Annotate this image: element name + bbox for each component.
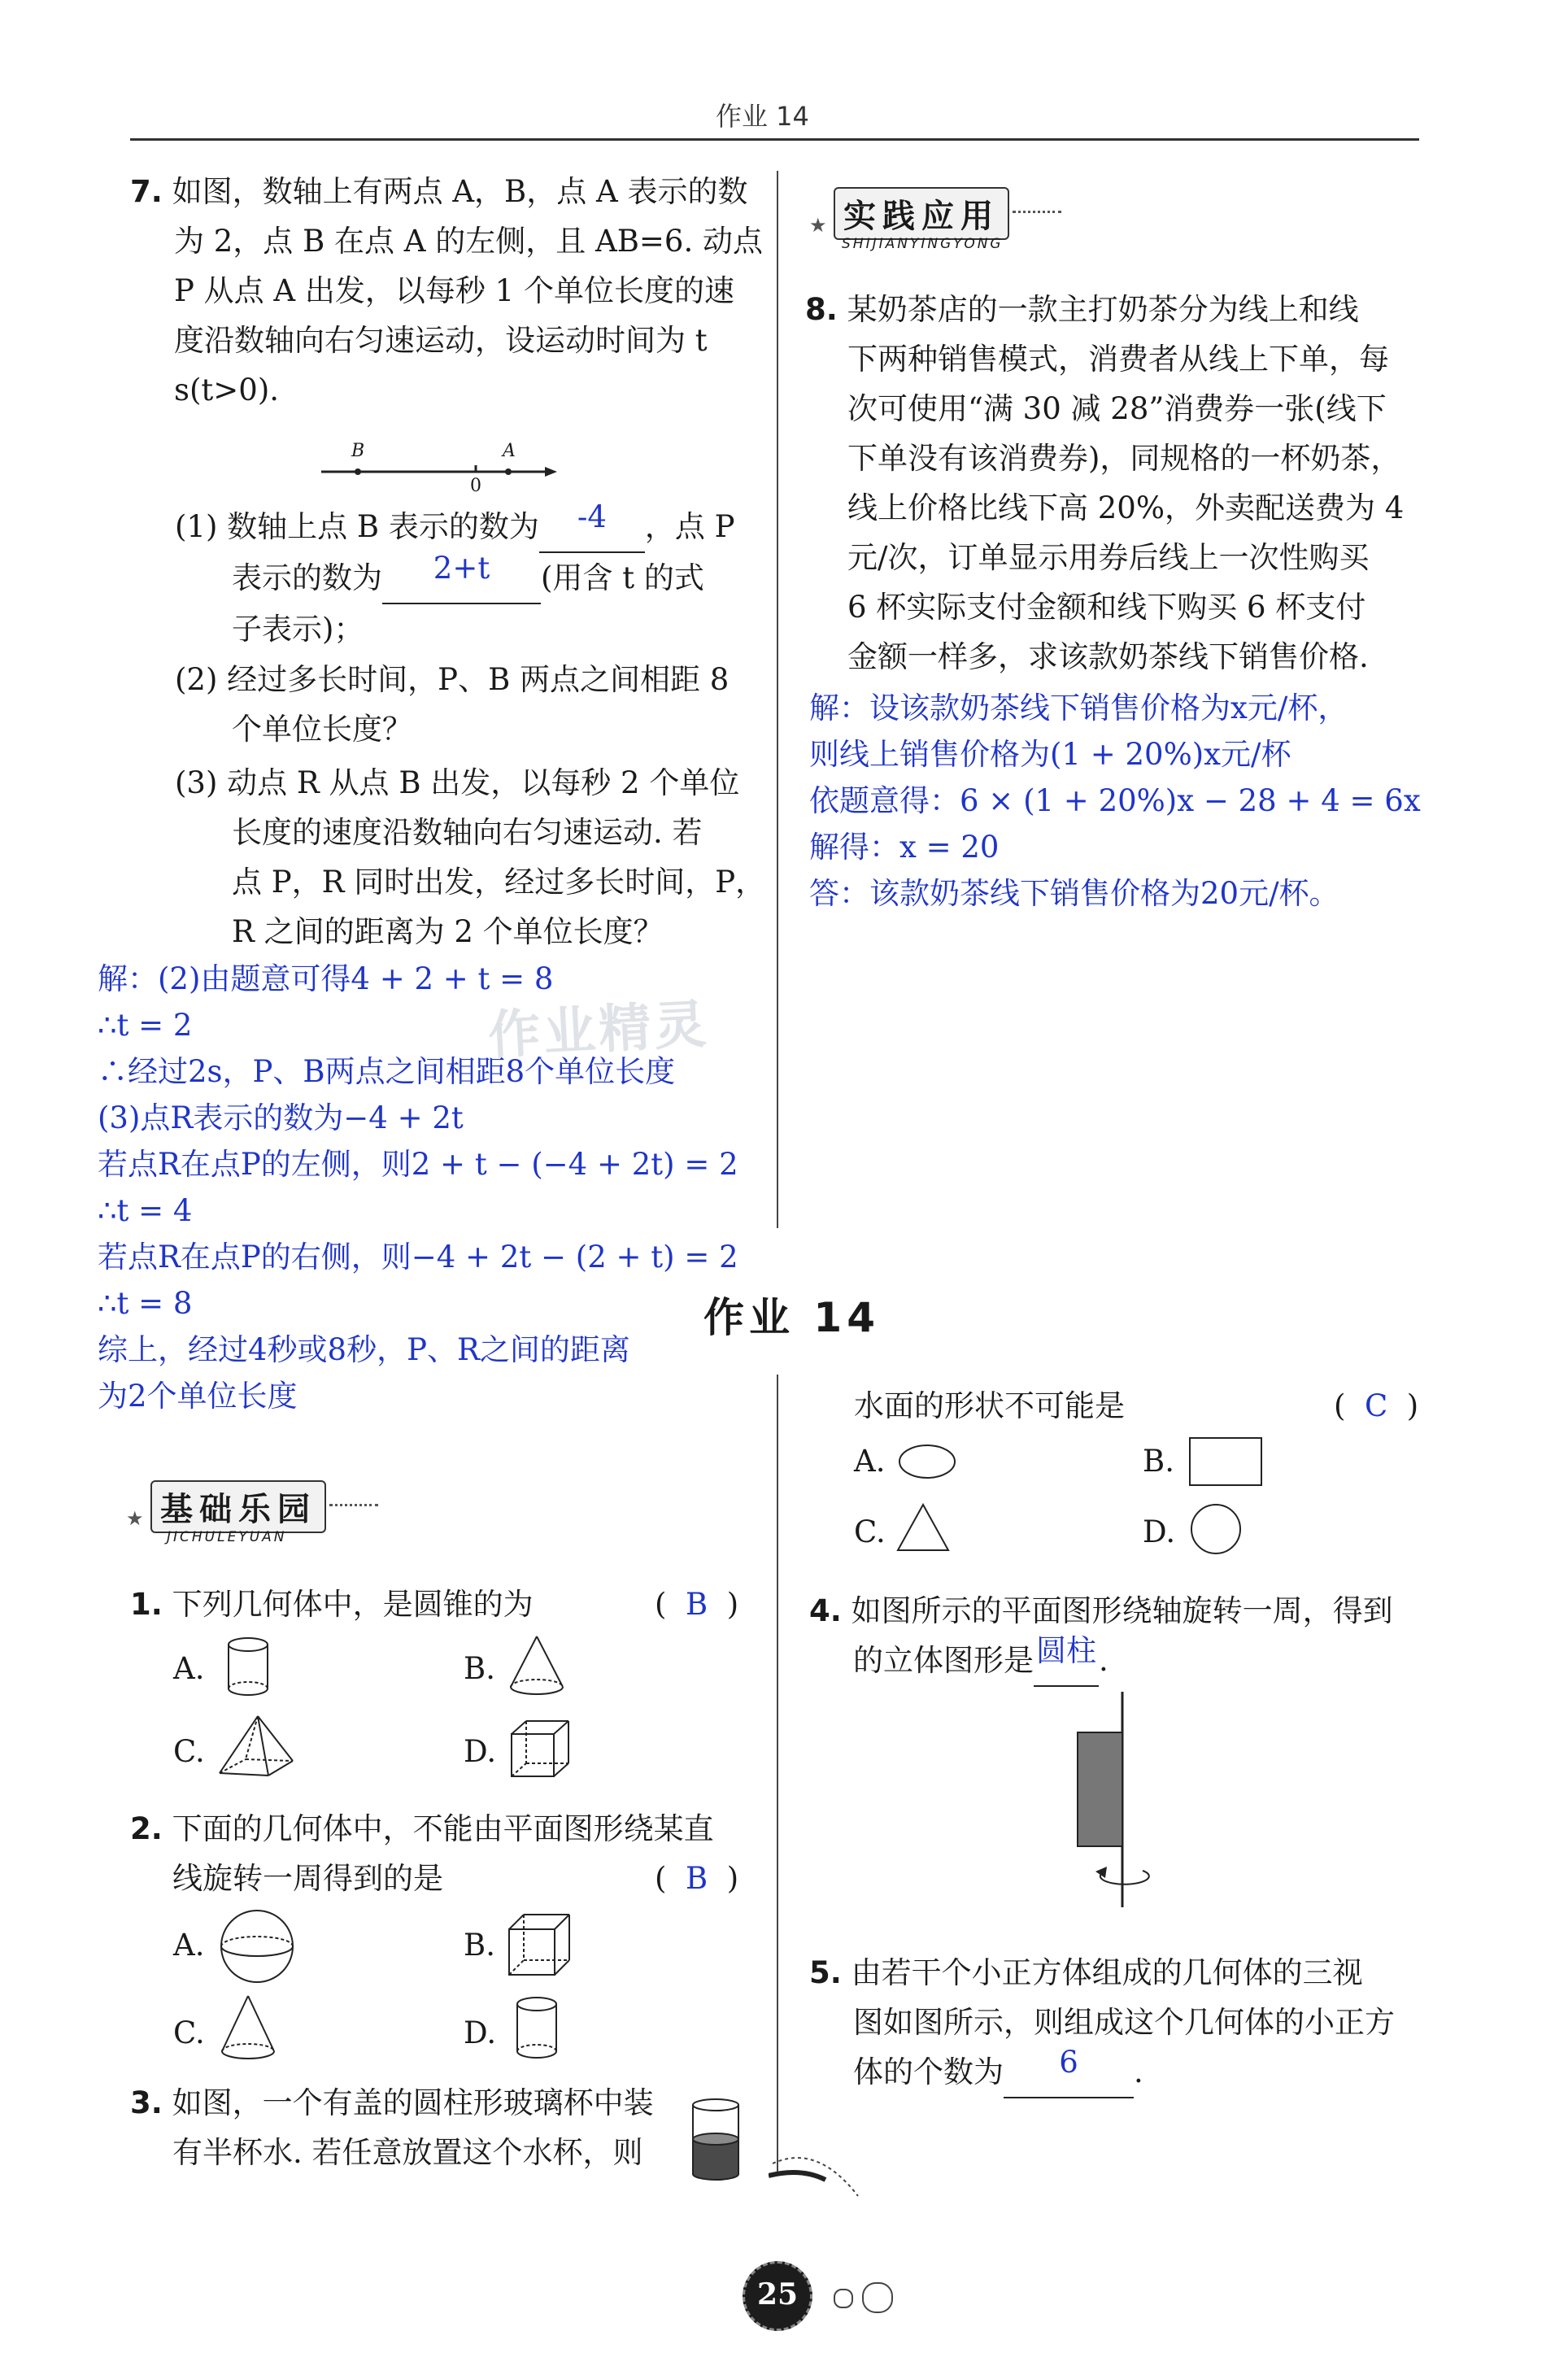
assignment-title: 作业 14 (703, 1294, 880, 1341)
practice-section-banner (809, 183, 1061, 260)
axis-label-a: A (503, 441, 516, 461)
rotation-figure (1061, 1688, 1175, 1924)
basic-section-banner (126, 1476, 378, 1553)
axis-label-b: B (351, 441, 365, 461)
rotation-arrow (1100, 1871, 1149, 1885)
cone-icon (504, 1633, 569, 1698)
glass-cup-icon (687, 2097, 744, 2186)
basic-section-pinyin: JICHULEYUAN (167, 1529, 287, 1545)
question-1: 1. 下列几何体中，是圆锥的为 (130, 1587, 534, 1622)
blank-point-b: -4 (539, 502, 645, 553)
shaded-rectangle (1078, 1732, 1122, 1846)
q7-line-3: P 从点 A 出发，以每秒 1 个单位长度的速 (174, 273, 734, 308)
triangle-icon (895, 1501, 952, 1553)
basic-section-title: 基础乐园 (150, 1480, 326, 1533)
header-rule (130, 138, 1419, 141)
star-icon: ★ (809, 214, 827, 237)
question-5: 5. 由若干个小正方体组成的几何体的三视 图如图所示，则组成这个几何体的小正方 体的个数为 6 . (809, 1948, 1452, 2098)
q1-option-b: B. (464, 1651, 495, 1686)
page-header-title: 作业 14 (716, 101, 809, 132)
point-a (505, 468, 512, 475)
blank-q4-answer: 圆柱 (1034, 1636, 1099, 1687)
q2-answer-bracket: ( B ) (655, 1861, 739, 1896)
q7-part-1: (1) 数轴上点 B 表示的数为 -4 ，点 P 表示的数为 2+t (用含 t 的式 子表示)； (175, 499, 735, 647)
column-divider-top (777, 171, 778, 1228)
axis-arrow (545, 467, 557, 477)
ellipse-icon (895, 1441, 960, 1482)
page-circle-small (834, 2289, 853, 2308)
q2-option-d: D. (464, 2015, 497, 2050)
sphere-icon (218, 1907, 299, 1989)
banner-dots (329, 1504, 378, 1506)
q2-option-a: A. (173, 1928, 205, 1963)
point-b (355, 468, 361, 475)
q3-option-a: A. (854, 1444, 886, 1479)
question-3: 3. 如图，一个有盖的圆柱形玻璃杯中装 有半杯水. 若任意放置这个水杯，则 (130, 2085, 654, 2170)
rectangle-icon (1187, 1436, 1265, 1488)
blank-q5-answer: 6 (1004, 2047, 1134, 2098)
cube-icon (506, 1911, 575, 1980)
q7-line-1: 7. 如图，数轴上有两点 A，B，点 A 表示的数 (130, 174, 748, 209)
page-number: 25 (756, 2277, 799, 2312)
q7-line-4: 度沿数轴向右匀速运动，设运动时间为 t (174, 323, 708, 358)
watermark: 作业精灵 (486, 994, 712, 1067)
cylinder-icon (220, 1635, 277, 1700)
question-2: 2. 下面的几何体中，不能由平面图形绕某直 线旋转一周得到的是 (130, 1811, 714, 1896)
page-circle-large (862, 2282, 893, 2313)
circle-icon (1187, 1501, 1244, 1558)
q3-option-d: D. (1143, 1514, 1176, 1549)
q8-answer: 解：设该款奶茶线下销售价格为x元/杯， 则线上销售价格为(1 + 20%)x元/杯 依题意得：6 × (1 + 20%)x − 28 + 4 = 6x 解得：x = 20 答：该款奶茶线下销售价格为20元/杯。 (809, 691, 1421, 911)
practice-section-title: 实践应用 (834, 187, 1009, 240)
q7-answer: 解：(2)由题意可得4 + 2 + t = 8 ∴t = 2 ∴经过2s，P、B两点之间相距8个单位长度 (3)点R表示的数为−4 + 2t 若点R在点P的左侧，则2 + t − (−4 + 2t) = 2 ∴t = 4 若点R在点P的右侧，则−4 + 2t − (2 + t) = 2 ∴t = 8 综上，经过4秒或8秒，P、R之间的距离 为2个单位长度 (98, 961, 738, 1414)
pyramid-icon (213, 1712, 303, 1781)
question-7 (130, 167, 764, 415)
q1-answer-bracket: ( B ) (655, 1587, 739, 1622)
cylinder-icon (508, 1994, 565, 2063)
q3-answer-bracket: ( C ) (1334, 1388, 1419, 1423)
page-corner-decoration (769, 2147, 866, 2229)
q7-part-3: (3) 动点 R 从点 B 出发，以每秒 2 个单位 长度的速度沿数轴向右匀速运动. 若 点 P，R 同时出发，经过多长时间，P， R 之间的距离为 2 个单位长度？ (175, 765, 766, 949)
q3-option-c: C. (854, 1514, 886, 1549)
banner-dots (1013, 211, 1061, 213)
q7-line-2: 为 2，点 B 在点 A 的左侧，且 AB=6. 动点 (174, 224, 763, 259)
blank-point-p: 2+t (382, 553, 541, 604)
column-divider-bottom (777, 1375, 778, 2172)
question-4: 4. 如图所示的平面图形绕轴旋转一周，得到 的立体图形是圆柱. (809, 1586, 1452, 1687)
practice-section-pinyin: SHIJIANYINGYONG (842, 236, 1004, 252)
star-icon: ★ (126, 1507, 144, 1530)
axis-label-zero: 0 (470, 476, 481, 496)
cube-icon (508, 1718, 573, 1783)
q7-part-2: (2) 经过多长时间，P、B 两点之间相距 8 个单位长度？ (175, 662, 730, 747)
q1-option-c: C. (173, 1734, 205, 1769)
q3-continued: 水面的形状不可能是 (854, 1388, 1125, 1423)
q2-option-c: C. (173, 2015, 205, 2050)
cone-icon (216, 1993, 281, 2066)
q1-option-a: A. (173, 1651, 205, 1686)
q1-option-d: D. (464, 1734, 497, 1769)
q3-option-b: B. (1143, 1444, 1174, 1479)
q7-line-5: s(t>0). (174, 373, 280, 407)
question-8: 8. 某奶茶店的一款主打奶茶分为线上和线 下两种销售模式，消费者从线上下单，每 次可使用“满 30 减 28”消费券一张(线下 下单没有该消费券)，同规格的一杯奶茶， 线上价格比线下高 20%，外卖配送费为 4 元/次，订单显示用券后线上一次性购买 6 杯实际支付金额和线下购买 6 杯支付 金额一样多，求该款奶茶线下销售价格. (805, 292, 1405, 674)
q2-option-b: B. (464, 1928, 495, 1963)
